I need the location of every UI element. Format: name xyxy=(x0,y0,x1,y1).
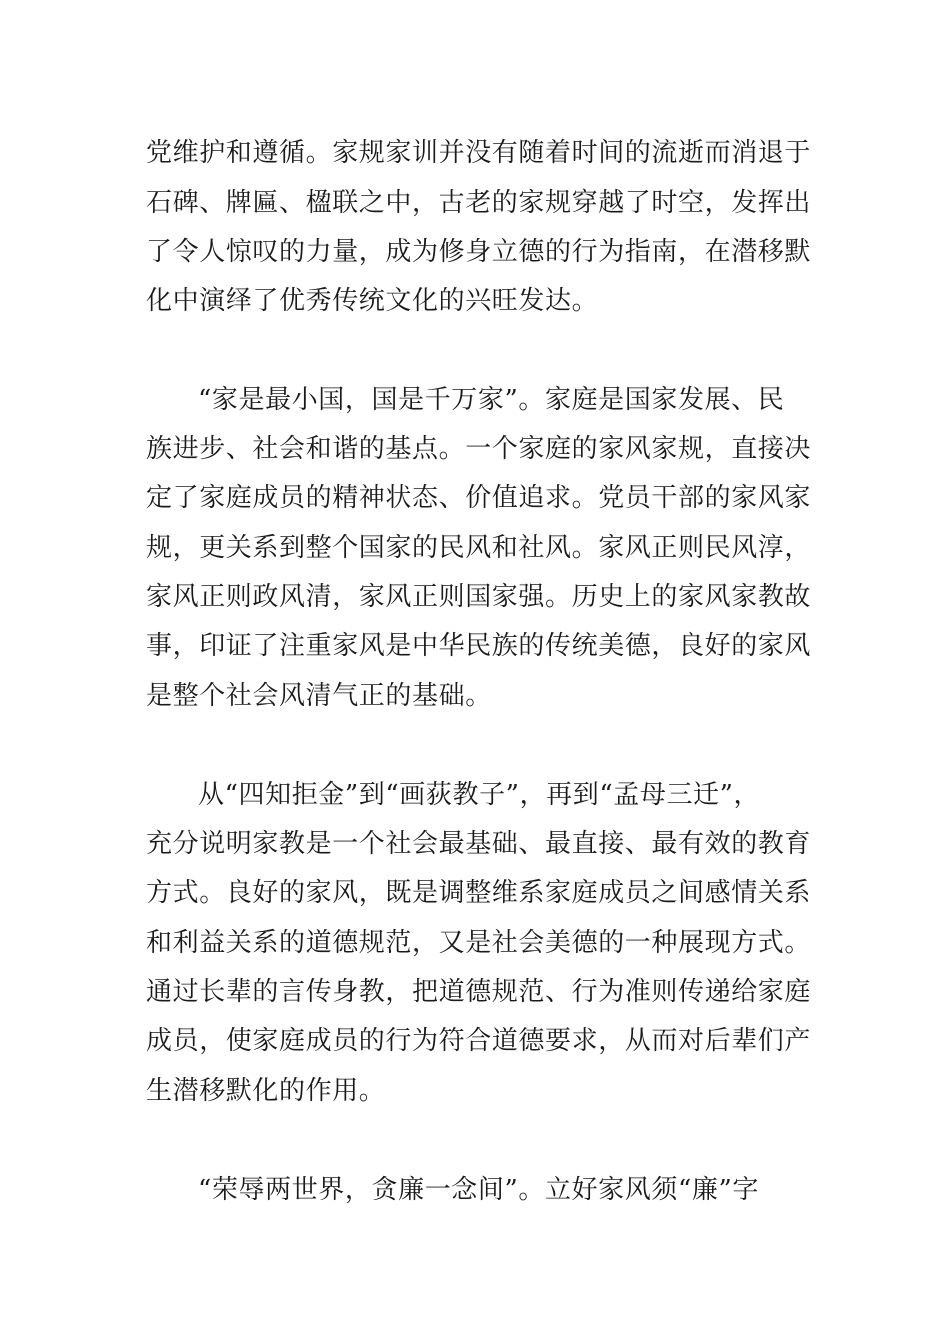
paragraph-3-line-4: 和利益关系的道德规范，又是社会美德的一种展现方式。 xyxy=(146,928,812,958)
paragraph-2-line-2: 族进步、社会和谐的基点。一个家庭的家风家规，直接决 xyxy=(146,434,812,464)
paragraph-1-line-4: 化中演绎了优秀传统文化的兴旺发达。 xyxy=(146,286,599,316)
paragraph-3-line-2: 充分说明家教是一个社会最基础、最直接、最有效的教育 xyxy=(146,829,812,859)
paragraph-4-line-1: “荣辱两世界，贪廉一念间”。立好家风须“廉”字 xyxy=(198,1175,759,1205)
paragraph-3-line-3: 方式。良好的家风，既是调整维系家庭成员之间感情关系 xyxy=(146,878,812,908)
paragraph-3-line-7: 生潜移默化的作用。 xyxy=(146,1076,386,1106)
paragraph-3-line-5: 通过长辈的言传身教，把道德规范、行为准则传递给家庭 xyxy=(146,977,812,1007)
paragraph-2-line-1: “家是最小国，国是千万家”。家庭是国家发展、民 xyxy=(198,385,785,415)
paragraph-1-line-1: 党维护和遵循。家规家训并没有随着时间的流逝而消退于 xyxy=(146,138,812,168)
paragraph-3-line-1: 从“四知拒金”到“画荻教子”，再到“孟母三迁”， xyxy=(198,780,761,810)
paragraph-2-line-4: 规，更关系到整个国家的民风和社风。家风正则民风淳， xyxy=(146,533,812,563)
paragraph-1-line-3: 了令人惊叹的力量，成为修身立德的行为指南，在潜移默 xyxy=(146,237,812,267)
paragraph-2-line-7: 是整个社会风清气正的基础。 xyxy=(146,681,492,711)
paragraph-1-line-2: 石碑、牌匾、楹联之中，古老的家规穿越了时空，发挥出 xyxy=(146,188,812,218)
paragraph-3-line-6: 成员，使家庭成员的行为符合道德要求，从而对后辈们产 xyxy=(146,1026,812,1056)
paragraph-2-line-5: 家风正则政风清，家风正则国家强。历史上的家风家教故 xyxy=(146,582,812,612)
paragraph-2-line-6: 事，印证了注重家风是中华民族的传统美德，良好的家风 xyxy=(146,631,812,661)
paragraph-2-line-3: 定了家庭成员的精神状态、价值追求。党员干部的家风家 xyxy=(146,483,812,513)
